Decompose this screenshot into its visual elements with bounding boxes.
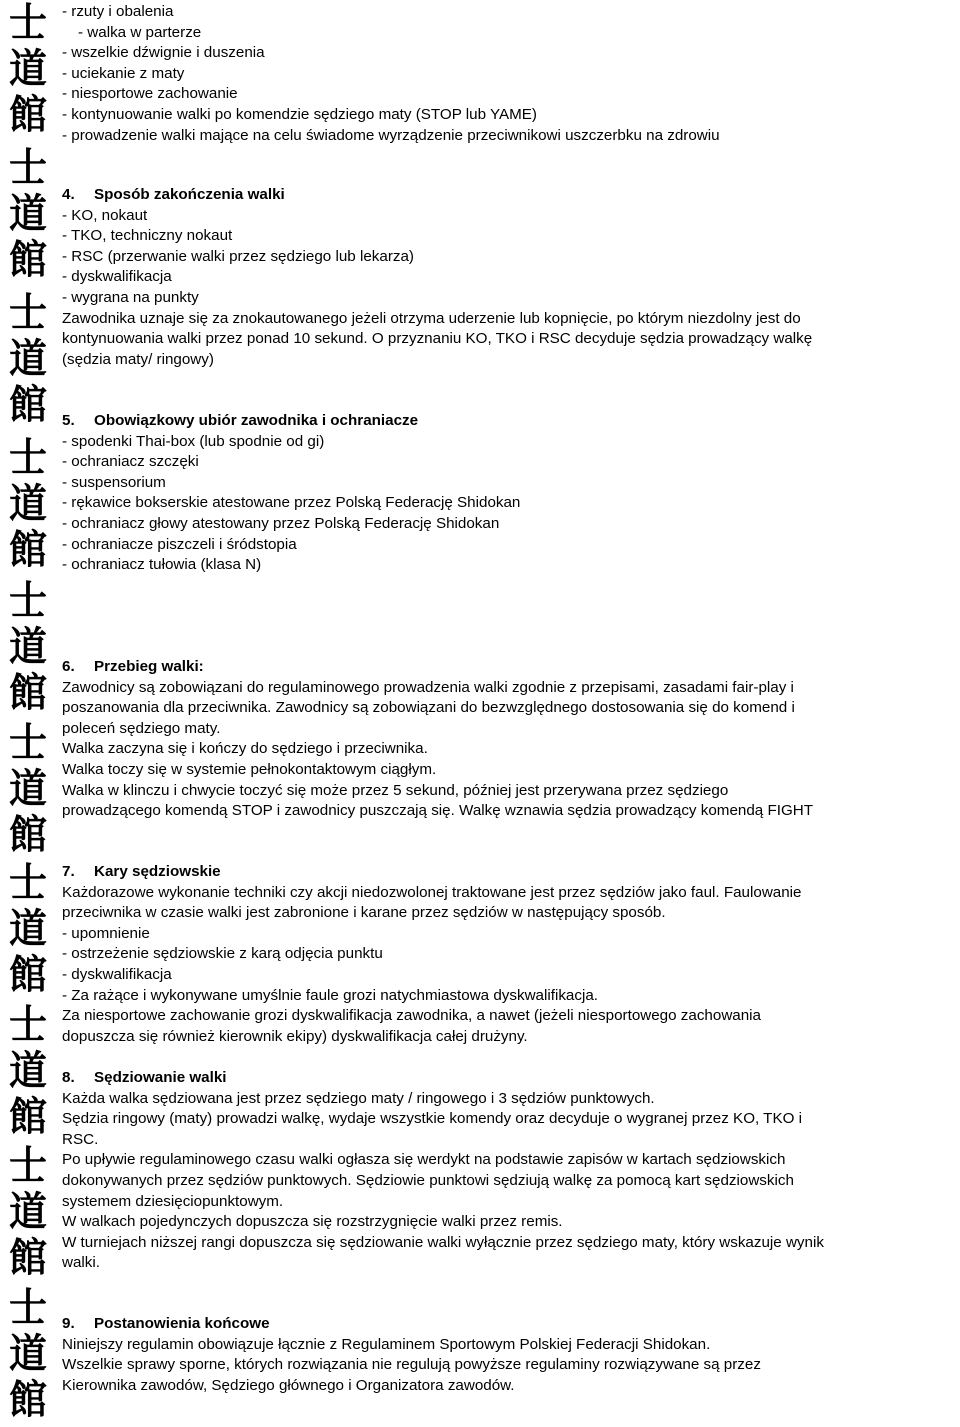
text-line: - wygrana na punkty <box>62 288 199 306</box>
list-item: - walka w parterze <box>78 23 202 41</box>
text-line: - rękawice bokserskie atestowane przez Polską Federację Shidokan <box>62 494 521 512</box>
text-line: walki. <box>62 1254 100 1272</box>
section-number: 7. <box>62 863 75 880</box>
text-line: poszanowania dla przeciwnika. Zawodnicy są zobowiązani do bezwzględnego dostosowania się do komend i <box>62 699 795 717</box>
emblem-character: 道 <box>9 623 47 670</box>
shidokan-kanji-emblem-icon <box>0 1002 56 1144</box>
section-heading <box>62 1068 956 1089</box>
emblem-character: 道 <box>9 480 47 527</box>
section-title: Kary sędziowskie <box>94 863 221 880</box>
emblem-character: 道 <box>9 1188 47 1235</box>
text-line: Walka zaczyna się i kończy do sędziego i przeciwnika. <box>62 740 428 758</box>
shidokan-kanji-emblem-icon <box>0 290 56 432</box>
section-number: 4. <box>62 186 75 203</box>
text-line: - ostrzeżenie sędziowskie z karą odjęcia punktu <box>62 945 383 963</box>
emblem-character: 館 <box>9 381 47 428</box>
list-item: - rzuty i obalenia <box>62 3 174 20</box>
emblem-character: 士 <box>9 1001 47 1048</box>
text-line: - dyskwalifikacja <box>62 268 172 286</box>
emblem-character: 道 <box>9 1330 47 1377</box>
section-heading <box>62 862 956 883</box>
text-line: - Za rażące i wykonywane umyślnie faule grozi natychmiastowa dyskwalifikacja. <box>62 986 598 1004</box>
emblem-character: 館 <box>9 951 47 998</box>
text-line: systemem dziesięciopunktowym. <box>62 1192 284 1210</box>
section-number: 8. <box>62 1069 75 1086</box>
shidokan-kanji-emblem-icon <box>0 578 56 720</box>
section-number: 6. <box>62 658 75 675</box>
text-line: przeciwnika w czasie walki jest zabronione i karane przez sędziów w następujący sposób. <box>62 904 666 922</box>
section-heading <box>62 657 956 678</box>
emblem-character: 館 <box>9 669 47 716</box>
emblem-character: 道 <box>9 335 47 382</box>
text-line: Każda walka sędziowana jest przez sędziego maty / ringowego i 3 sędziów punktowych. <box>62 1089 655 1107</box>
text-line: Kierownika zawodów, Sędziego głównego i Organizatora zawodów. <box>62 1376 515 1394</box>
section-fight-course <box>62 657 956 822</box>
text-line: W turniejach niższej rangi dopuszcza się sędziowanie walki wyłącznie przez sędziego maty, który wskazuje wynik <box>62 1233 824 1251</box>
section-ending-fight <box>62 185 956 370</box>
emblem-character: 道 <box>9 905 47 952</box>
emblem-character: 士 <box>9 144 47 191</box>
shidokan-kanji-emblem-icon <box>0 720 56 862</box>
emblem-character: 士 <box>9 859 47 906</box>
text-line: - ochraniacze piszczeli i śródstopia <box>62 535 297 553</box>
text-line: - ochraniacz głowy atestowany przez Polską Federację Shidokan <box>62 514 500 532</box>
section-number: 9. <box>62 1315 75 1332</box>
text-line: prowadzącego komendą STOP i zawodnicy puszczają się. Walkę wznawia sędzia prowadzący komendą FIGHT <box>62 802 814 820</box>
emblem-column <box>0 0 56 1423</box>
text-line: Walka w klinczu i chwycie toczyć się może przez 5 sekund, później jest przerywana przez sędziego <box>62 781 729 799</box>
shidokan-kanji-emblem-icon <box>0 1285 56 1427</box>
emblem-character: 士 <box>9 0 47 46</box>
section-final-provisions <box>62 1314 956 1396</box>
emblem-character: 道 <box>9 1047 47 1094</box>
emblem-character: 道 <box>9 190 47 237</box>
text-line: Za niesportowe zachowanie grozi dyskwalifikacja zawodnika, a nawet (jeżeli niesportowego zachowania <box>62 1007 761 1025</box>
text-line: - ochraniacz szczęki <box>62 453 199 471</box>
section-title: Postanowienia końcowe <box>94 1315 270 1332</box>
emblem-character: 館 <box>9 91 47 138</box>
emblem-character: 士 <box>9 434 47 481</box>
emblem-character: 士 <box>9 1284 47 1331</box>
text-line: kontynuowania walki przez ponad 10 sekund. O przyznaniu KO, TKO i RSC decyduje sędzia prowadzący walkę <box>62 330 813 348</box>
text-line: Walka toczy się w systemie pełnokontaktowym ciągłym. <box>62 760 437 778</box>
list-item: - uciekanie z maty <box>62 64 185 82</box>
text-line: Wszelkie sprawy sporne, których rozwiązania nie regulują powyższe regulaminy rozwiązywane są przez <box>62 1356 761 1374</box>
list-item: - niesportowe zachowanie <box>62 85 238 103</box>
emblem-character: 道 <box>9 45 47 92</box>
emblem-character: 道 <box>9 765 47 812</box>
emblem-character: 士 <box>9 719 47 766</box>
intro-list <box>62 2 956 146</box>
section-title: Przebieg walki: <box>94 658 204 675</box>
text-line: - upomnienie <box>62 924 150 942</box>
emblem-character: 館 <box>9 526 47 573</box>
text-line: - RSC (przerwanie walki przez sędziego lub lekarza) <box>62 247 414 265</box>
text-line: poleceń sędziego maty. <box>62 719 221 737</box>
text-line: - ochraniacz tułowia (klasa N) <box>62 556 262 574</box>
list-item: - kontynuowanie walki po komendzie sędziego maty (STOP lub YAME) <box>62 105 537 123</box>
list-item: - prowadzenie walki mające na celu świadome wyrządzenie przeciwnikowi uszczerbku na zdrowiu <box>62 126 720 144</box>
text-line: Sędzia ringowy (maty) prowadzi walkę, wydaje wszystkie komendy oraz decyduje o wygranej przez KO, TKO i <box>62 1110 802 1128</box>
text-line: (sędzia maty/ ringowy) <box>62 350 214 368</box>
emblem-character: 館 <box>9 236 47 283</box>
shidokan-kanji-emblem-icon <box>0 0 56 142</box>
emblem-character: 館 <box>9 1093 47 1140</box>
section-title: Sposób zakończenia walki <box>94 186 285 203</box>
shidokan-kanji-emblem-icon <box>0 435 56 577</box>
shidokan-kanji-emblem-icon <box>0 860 56 1002</box>
shidokan-kanji-emblem-icon <box>0 145 56 287</box>
emblem-character: 館 <box>9 1234 47 1281</box>
section-title: Obowiązkowy ubiór zawodnika i ochraniacze <box>94 412 419 429</box>
text-line: - KO, nokaut <box>62 206 148 224</box>
text-line: Każdorazowe wykonanie techniki czy akcji niedozwolonej traktowane jest przez sędziów jako faul. Faulowanie <box>62 883 802 901</box>
shidokan-kanji-emblem-icon <box>0 1143 56 1285</box>
section-judging <box>62 1068 956 1274</box>
emblem-character: 士 <box>9 577 47 624</box>
section-heading <box>62 411 956 432</box>
section-heading <box>62 185 956 206</box>
section-mandatory-gear <box>62 411 956 576</box>
text-line: - spodenki Thai-box (lub spodnie od gi) <box>62 432 325 450</box>
text-line: dopuszcza się również kierownik ekipy) dyskwalifikacja całej drużyny. <box>62 1027 528 1045</box>
text-line: Niniejszy regulamin obowiązuje łącznie z Regulaminem Sportowym Polskiej Federacji Shidokan. <box>62 1335 711 1353</box>
section-title: Sędziowanie walki <box>94 1069 227 1086</box>
text-line: Po upływie regulaminowego czasu walki ogłasza się werdykt na podstawie zapisów w kartach sędziowskich <box>62 1151 786 1169</box>
text-line: RSC. <box>62 1130 99 1148</box>
text-line: Zawodnicy są zobowiązani do regulaminowego prowadzenia walki zgodnie z przepisami, zasadami fair-play i <box>62 678 794 696</box>
section-penalties <box>62 862 956 1047</box>
text-line: W walkach pojedynczych dopuszcza się rozstrzygnięcie walki przez remis. <box>62 1213 563 1231</box>
text-line: - TKO, techniczny nokaut <box>62 227 233 245</box>
emblem-character: 士 <box>9 1142 47 1189</box>
emblem-character: 館 <box>9 1376 47 1423</box>
text-line: dokonywanych przez sędziów punktowych. Sędziowie punktowi sędziują walkę za pomocą kart sędziowskich <box>62 1171 794 1189</box>
section-heading <box>62 1314 956 1335</box>
text-line: - suspensorium <box>62 473 166 491</box>
text-line: - dyskwalifikacja <box>62 965 172 983</box>
section-number: 5. <box>62 412 75 429</box>
emblem-character: 士 <box>9 289 47 336</box>
text-line: Zawodnika uznaje się za znokautowanego jeżeli otrzyma uderzenie lub kopnięcie, po którym niezdolny jest do <box>62 309 801 327</box>
emblem-character: 館 <box>9 811 47 858</box>
list-item: - wszelkie dźwignie i duszenia <box>62 44 265 62</box>
